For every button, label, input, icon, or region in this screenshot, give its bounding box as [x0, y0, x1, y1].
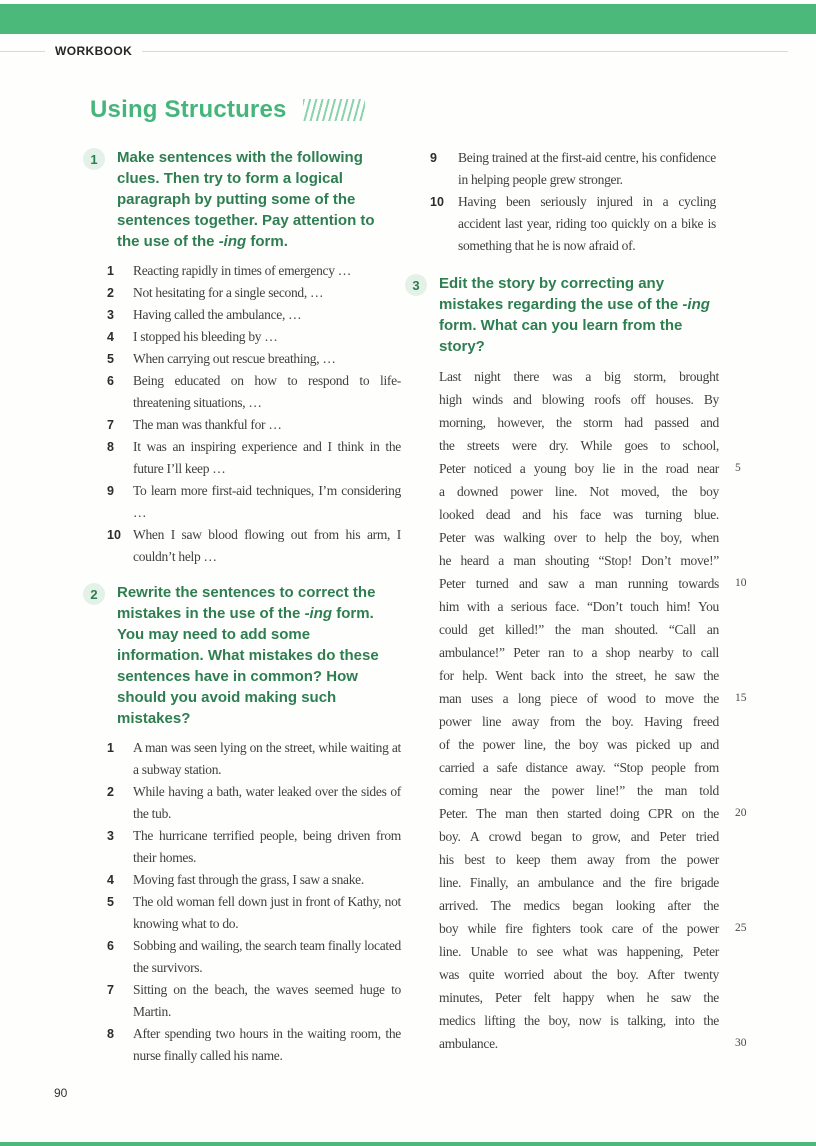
story-line-number: 30	[735, 1037, 747, 1049]
story-line	[439, 802, 770, 825]
exercise1-item-3	[107, 304, 410, 326]
story-line-text: carried a safe distance away. “Stop people from	[439, 760, 719, 775]
story-line-text: Peter. The man then started doing CPR on the	[439, 806, 719, 821]
story-line-text: morning, however, the storm had passed and	[439, 415, 719, 430]
story-line	[439, 618, 770, 641]
exercise2-item-1	[107, 737, 410, 781]
story-line-text: arrived. The medics began looking after the	[439, 898, 719, 913]
story-line-text: Last night there was a big storm, brought	[439, 369, 719, 384]
story-line	[439, 940, 770, 963]
story-line-text: man uses a long piece of wood to move the	[439, 691, 719, 706]
header-rule-left	[0, 51, 45, 52]
story-line-text: coming near the power line!” the man told	[439, 783, 719, 798]
item-number: 9	[430, 151, 437, 165]
item-text: While having a bath, water leaked over the sides of the tub.	[133, 784, 401, 821]
exercise1-item-2	[107, 282, 410, 304]
story-line-text: Peter noticed a young boy lie in the road near	[439, 461, 719, 476]
item-number: 2	[107, 286, 114, 300]
item-number: 4	[107, 873, 114, 887]
item-number: 4	[107, 330, 114, 344]
story-line	[439, 480, 770, 503]
item-text: I stopped his bleeding by …	[133, 329, 278, 344]
story-line-text: was quite worried about the boy. After twenty	[439, 967, 719, 982]
story-line	[439, 687, 770, 710]
page-number: 90	[54, 1086, 68, 1100]
story-line-text: medics lifting the boy, now is talking, into the	[439, 1013, 719, 1028]
story-line-text: of the power line, the boy was picked up and	[439, 737, 719, 752]
story-line-text: ambulance!” Peter ran to a shop nearby to call	[439, 645, 719, 660]
story-line	[439, 710, 770, 733]
exercise2-item-6	[107, 935, 410, 979]
item-text: Sobbing and wailing, the search team finally located the survivors.	[133, 938, 401, 975]
item-text: The old woman fell down just in front of Kathy, not knowing what to do.	[133, 894, 401, 931]
story-line	[439, 641, 770, 664]
item-text: The hurricane terrified people, being driven from their homes.	[133, 828, 401, 865]
story-line	[439, 503, 770, 526]
item-number: 6	[107, 374, 114, 388]
exercise1-item-10	[107, 524, 410, 568]
exercise1-items	[107, 260, 410, 568]
story-line-number: 10	[735, 577, 747, 589]
story-line	[439, 756, 770, 779]
story-line	[439, 457, 770, 480]
workbook-label: WORKBOOK	[55, 44, 133, 58]
story-line-text: minutes, Peter felt happy when he saw the	[439, 990, 719, 1005]
heading-text: Rewrite the sentences to correct the mistakes in the use of the	[117, 584, 376, 622]
exercise1-item-4	[107, 326, 410, 348]
item-number: 3	[107, 829, 114, 843]
item-number: 5	[107, 352, 114, 366]
left-column	[83, 147, 410, 1067]
item-text: When carrying out rescue breathing, …	[133, 351, 336, 366]
item-text: When I saw blood flowing out from his arm, I couldn’t help …	[133, 527, 401, 564]
exercise2-item-4	[107, 869, 410, 891]
heading-ing-emphasis: -ing	[682, 296, 710, 313]
story-line-text: for help. Went back into the street, he saw the	[439, 668, 719, 683]
story-line-text: a downed power line. Not moved, the boy	[439, 484, 719, 499]
story-line-text: power line away from the boy. Having freed	[439, 714, 719, 729]
item-number: 1	[107, 741, 114, 755]
exercise2-item-5	[107, 891, 410, 935]
story-line-number: 15	[735, 692, 747, 704]
story-line-text: he heard a man shouting “Stop! Don’t move!”	[439, 553, 719, 568]
item-text: Sitting on the beach, the waves seemed huge to Martin.	[133, 982, 401, 1019]
heading-text: form. What can you learn from the story?	[439, 317, 683, 355]
story-line-text: boy. A crowd began to grow, and Peter tried	[439, 829, 719, 844]
top-accent-bar	[0, 4, 816, 34]
story-line-text: his best to keep them away from the power	[439, 852, 719, 867]
story-line	[439, 664, 770, 687]
exercise3-header	[405, 273, 770, 357]
exercise1-item-7	[107, 414, 410, 436]
item-number: 9	[107, 484, 114, 498]
heading-text: Edit the story by correcting any mistakes regarding the use of the	[439, 275, 683, 313]
story-line	[439, 779, 770, 802]
title-row	[90, 96, 365, 124]
item-text: Being trained at the first-aid centre, his confidence in helping people grew stronger.	[458, 150, 716, 187]
item-text: Reacting rapidly in times of emergency …	[133, 263, 351, 278]
heading-ing-emphasis: -ing	[218, 233, 247, 250]
story-line-text: line. Unable to see what was happening, Peter	[439, 944, 719, 959]
story-line	[439, 434, 770, 457]
heading-text: Make sentences with the following clues. Then try to form a logical paragraph by putting some of the sentences together. Pay attention to the use of the	[117, 149, 375, 250]
exercise2-badge: 2	[83, 583, 105, 605]
exercise1-header	[83, 147, 410, 252]
exercise1-badge: 1	[83, 148, 105, 170]
story-line	[439, 917, 770, 940]
item-number: 2	[107, 785, 114, 799]
exercise2-items	[107, 737, 410, 1067]
story-line	[439, 526, 770, 549]
item-number: 3	[107, 308, 114, 322]
exercise1-heading	[117, 147, 399, 252]
story-line-text: high winds and blowing roofs off houses. By	[439, 392, 719, 407]
item-number: 1	[107, 264, 114, 278]
story-line-text: could get killed!” the man shouted. “Call an	[439, 622, 719, 637]
exercise2-header	[83, 582, 410, 729]
story-line	[439, 1009, 770, 1032]
story-line	[439, 595, 770, 618]
header-rule-right	[142, 51, 788, 52]
story-line-number: 20	[735, 807, 747, 819]
exercise2-item-10	[430, 191, 770, 257]
story-line-text: looked dead and his face was turning blue.	[439, 507, 719, 522]
item-text: The man was thankful for …	[133, 417, 282, 432]
story-line-text: the streets were dry. While goes to school,	[439, 438, 719, 453]
item-number: 8	[107, 440, 114, 454]
item-number: 5	[107, 895, 114, 909]
item-text: Not hesitating for a single second, …	[133, 285, 324, 300]
story-line	[439, 733, 770, 756]
story-line-text: boy while fire fighters took care of the power	[439, 921, 719, 936]
story-line	[439, 572, 770, 595]
story-line	[439, 1032, 770, 1055]
exercise2-item-3	[107, 825, 410, 869]
story-line	[439, 549, 770, 572]
exercise1-item-8	[107, 436, 410, 480]
exercise1-item-6	[107, 370, 410, 414]
story-line-text: Peter was walking over to help the boy, when	[439, 530, 719, 545]
exercise2-item-9	[430, 147, 770, 191]
story-line-text: line. Finally, an ambulance and the fire brigade	[439, 875, 719, 890]
title-hatch-icon	[303, 99, 365, 121]
story-line	[439, 365, 770, 388]
story-line	[439, 986, 770, 1009]
story-line	[439, 963, 770, 986]
exercise2-item-2	[107, 781, 410, 825]
exercise1-item-5	[107, 348, 410, 370]
right-column	[405, 147, 770, 1055]
item-text: Having been seriously injured in a cycling accident last year, riding too quickly on a bike is something that he is now afraid of.	[458, 194, 716, 253]
story-line-number: 25	[735, 922, 747, 934]
story-line	[439, 825, 770, 848]
exercise1-item-1	[107, 260, 410, 282]
heading-text: form.	[246, 233, 288, 250]
heading-text: form. You may need to add some information. What mistakes do these sentences have in common? How should you avoid making such mistakes?	[117, 605, 379, 727]
story-line	[439, 871, 770, 894]
item-number: 7	[107, 983, 114, 997]
story-line-text: Peter turned and saw a man running towards	[439, 576, 719, 591]
exercise2-item-7	[107, 979, 410, 1023]
story-passage	[439, 365, 770, 1055]
story-line	[439, 848, 770, 871]
story-line-text: ambulance.	[439, 1036, 498, 1051]
item-number: 8	[107, 1027, 114, 1041]
story-line-text: him with a serious face. “Don’t touch him! You	[439, 599, 719, 614]
item-number: 10	[107, 528, 121, 542]
exercise1-item-9	[107, 480, 410, 524]
story-line	[439, 411, 770, 434]
item-number: 10	[430, 195, 444, 209]
item-number: 6	[107, 939, 114, 953]
story-line-number: 5	[735, 462, 741, 474]
story-line	[439, 894, 770, 917]
story-line	[439, 388, 770, 411]
item-text: It was an inspiring experience and I think in the future I’ll keep …	[133, 439, 401, 476]
exercise2-items-continued	[430, 147, 770, 257]
exercise2-heading	[117, 582, 399, 729]
exercise3-heading	[439, 273, 721, 357]
item-text: Being educated on how to respond to life-threatening situations, …	[133, 373, 401, 410]
item-number: 7	[107, 418, 114, 432]
page-header	[0, 44, 816, 58]
item-text: Moving fast through the grass, I saw a snake.	[133, 872, 364, 887]
item-text: Having called the ambulance, …	[133, 307, 302, 322]
item-text: After spending two hours in the waiting room, the nurse finally called his name.	[133, 1026, 401, 1063]
exercise2-item-8	[107, 1023, 410, 1067]
exercise3-badge: 3	[405, 274, 427, 296]
item-text: A man was seen lying on the street, while waiting at a subway station.	[133, 740, 401, 777]
page-title: Using Structures	[90, 96, 287, 123]
bottom-accent-bar	[0, 1142, 816, 1146]
item-text: To learn more first-aid techniques, I’m considering …	[133, 483, 401, 520]
heading-ing-emphasis: -ing	[304, 605, 333, 622]
